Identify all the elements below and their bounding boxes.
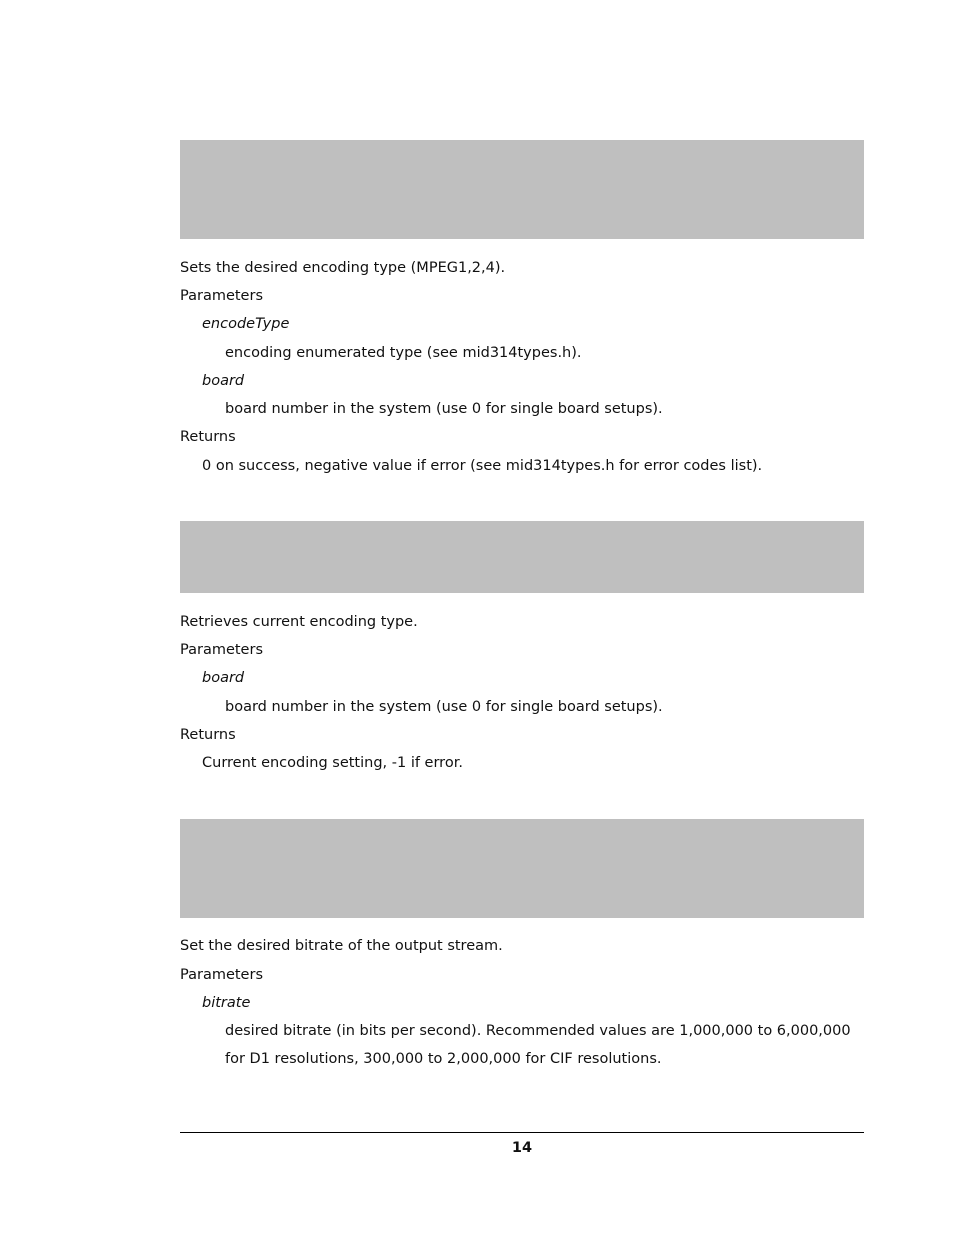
returns-description: Current encoding setting, -1 if error. — [202, 755, 463, 771]
parameters-heading: Parameters — [180, 642, 263, 658]
parameters-heading: Parameters — [180, 288, 263, 304]
param-name: encodeType — [202, 316, 290, 332]
returns-heading: Returns — [180, 429, 236, 445]
param-description: desired bitrate (in bits per second). Recommended values are 1,000,000 to 6,000,000 for D1 resolutions, 300,000 to 2,000,000 for CIF resolutions. — [225, 1023, 851, 1067]
param-name: board — [202, 670, 245, 686]
param-name: bitrate — [202, 995, 251, 1011]
function-signature-box-1 — [180, 140, 864, 239]
function-description: Retrieves current encoding type. — [180, 614, 418, 630]
function-description: Set the desired bitrate of the output stream. — [180, 938, 503, 954]
param-description: board number in the system (use 0 for single board setups). — [225, 401, 663, 417]
function-description: Sets the desired encoding type (MPEG1,2,4). — [180, 260, 506, 276]
returns-heading: Returns — [180, 727, 236, 743]
param-description: encoding enumerated type (see mid314types.h). — [225, 345, 582, 361]
param-name: board — [202, 373, 245, 389]
page-number: 14 — [511, 1140, 533, 1156]
function-signature-box-2 — [180, 521, 864, 593]
function-signature-box-3 — [180, 819, 864, 918]
returns-description: 0 on success, negative value if error (see mid314types.h for error codes list). — [202, 458, 763, 474]
parameters-heading: Parameters — [180, 967, 263, 983]
param-description: board number in the system (use 0 for single board setups). — [225, 699, 663, 715]
footer-divider — [180, 1132, 864, 1133]
